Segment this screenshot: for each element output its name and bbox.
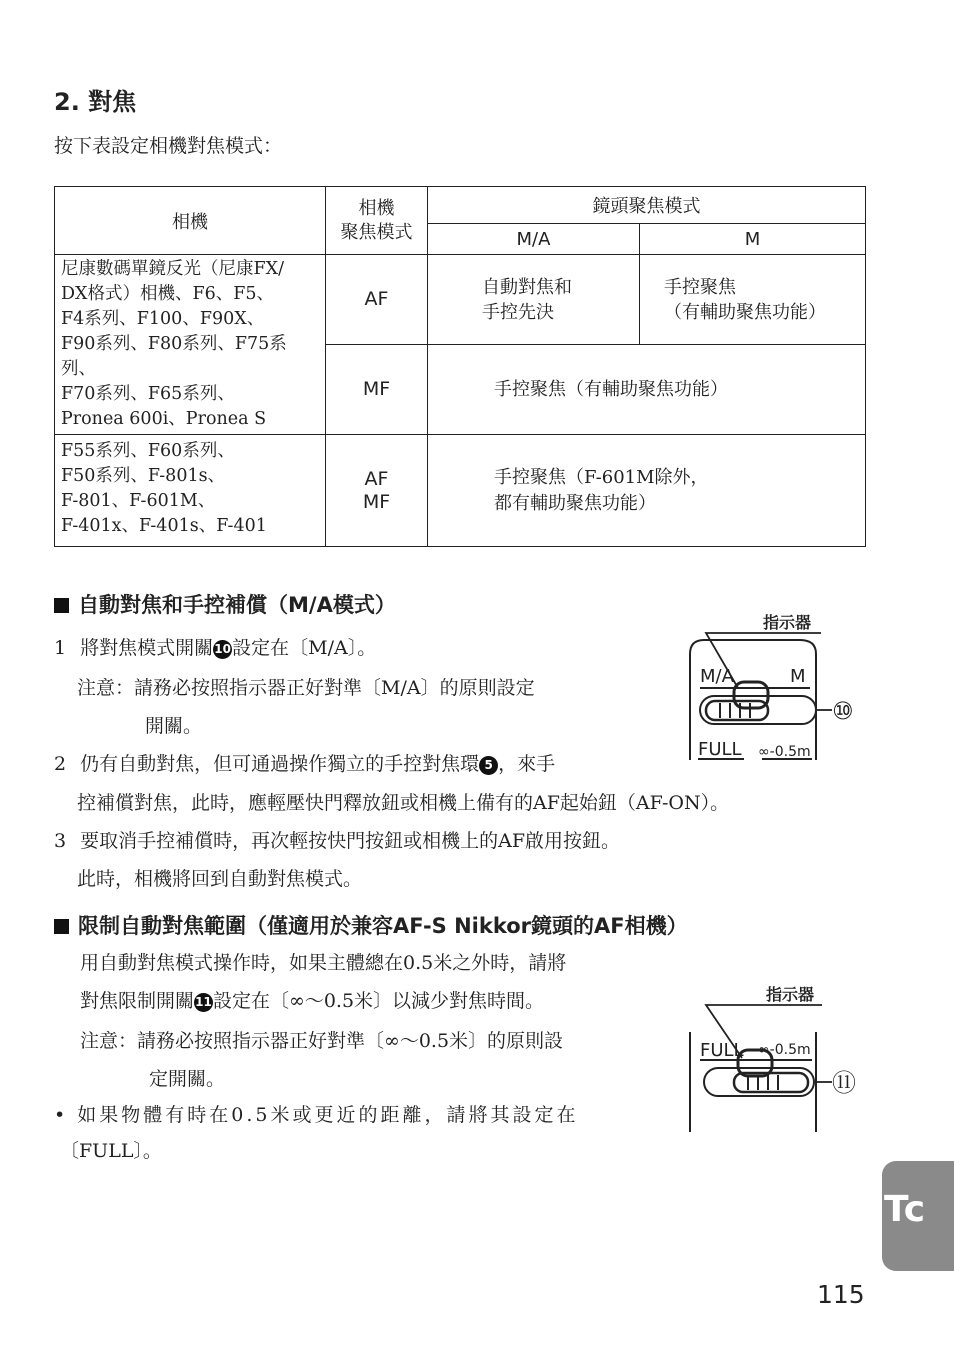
row1-camera-line: Pronea 600i、Pronea S xyxy=(61,409,267,429)
row2-text: 手控聚焦（有輔助聚焦功能） xyxy=(428,345,866,435)
step1-text: 將對焦模式開關 xyxy=(80,637,214,659)
callout-11-icon: 11 xyxy=(194,993,213,1012)
row1-ma xyxy=(428,255,640,345)
row1-camera-line: F90系列、F80系列、F75系列、 xyxy=(61,334,287,379)
ma-heading xyxy=(54,589,396,619)
header-camera-focus-mode xyxy=(326,187,428,255)
focus-mode-table xyxy=(54,186,866,547)
row1-camera-line: F70系列、F65系列、 xyxy=(61,384,235,404)
limit-line2-text: 對焦限制開關 xyxy=(80,990,195,1012)
row1-ma-line1: 自動對焦和 xyxy=(482,276,572,298)
callout-11-icon: ⑪ xyxy=(832,1069,856,1097)
full-label: FULL xyxy=(698,739,742,760)
row1-camera-line: F4系列、F100、F90X、 xyxy=(61,309,265,329)
row1-m-line2: （有輔助聚焦功能） xyxy=(664,301,826,323)
range-label: ∞-0.5m xyxy=(758,1042,811,1058)
row1-ma-line2: 手控先決 xyxy=(482,301,554,323)
section-title: 2. 對焦 xyxy=(54,88,137,116)
ma-label: M/A xyxy=(700,666,734,687)
header-camera: 相機 xyxy=(55,187,326,255)
limit-note-cont: 定開關。 xyxy=(149,1068,226,1090)
step1-text-b: 設定在〔M/A〕。 xyxy=(232,637,377,659)
full-label: FULL xyxy=(700,1040,744,1061)
limit-bullet-cont: 〔FULL〕。 xyxy=(60,1140,162,1162)
ma-step1 xyxy=(54,633,376,660)
ma-step3-cont: 此時，相機將回到自動對焦模式。 xyxy=(77,868,363,890)
ma-note1: 注意：請務必按照指示器正好對準〔M/A〕的原則設定 xyxy=(77,677,535,699)
limit-switch-diagram xyxy=(686,980,856,1136)
row3-text xyxy=(428,435,866,547)
row3-modes xyxy=(326,435,428,547)
callout-5-icon: 5 xyxy=(479,756,498,775)
limit-heading xyxy=(54,910,688,940)
language-tab xyxy=(882,1161,954,1271)
header-lens-focus-mode: 鏡頭聚焦模式 xyxy=(428,187,866,224)
callout-10-icon: 10 xyxy=(213,640,232,659)
range-label: ∞-0.5m xyxy=(758,744,811,760)
row3-cameras xyxy=(55,435,326,547)
step-number: 2 xyxy=(54,753,67,775)
ma-switch-diagram xyxy=(686,606,856,764)
limit-bullet: • 如果物體有時在0.5米或更近的距離，請將其設定在 xyxy=(54,1104,579,1126)
row3-camera-line: F55系列、F60系列、 xyxy=(61,441,235,461)
header-camera-mode-line1: 相機 xyxy=(358,197,395,219)
row3-af: AF xyxy=(364,467,389,490)
row3-camera-line: F-801、F-601M、 xyxy=(61,491,216,511)
header-m: M xyxy=(640,224,866,255)
row3-text-line1: 手控聚焦（F-601M除外， xyxy=(494,466,709,488)
ma-note1-cont: 開關。 xyxy=(145,715,203,737)
step2-text-b: ，來手 xyxy=(498,753,556,775)
limit-line1: 用自動對焦模式操作時，如果主體總在0.5米之外時，請將 xyxy=(80,952,567,974)
step3-text: 要取消手控補償時，再次輕按快門按鈕或相機上的AF啟用按鈕。 xyxy=(80,830,621,852)
row3-text-line2: 都有輔助聚焦功能） xyxy=(494,492,656,514)
square-bullet-icon xyxy=(54,598,69,613)
language-tab-label: Tc xyxy=(884,1189,926,1230)
step-number: 1 xyxy=(54,637,67,659)
header-ma: M/A xyxy=(428,224,640,255)
limit-line2-text-b: 設定在〔∞～0.5米〕以減少對焦時間。 xyxy=(213,990,545,1012)
row1-cameras xyxy=(55,255,326,435)
ma-step3 xyxy=(54,826,620,853)
ma-step2-cont: 控補償對焦，此時，應輕壓快門釋放鈕或相機上備有的AF起始鈕（AF-ON）。 xyxy=(77,792,730,814)
m-label: M xyxy=(790,666,806,687)
callout-10-icon: ⑩ xyxy=(832,697,854,725)
header-camera-mode-line2: 聚焦模式 xyxy=(340,221,413,243)
ma-step2 xyxy=(54,749,555,776)
ma-heading-text: 自動對焦和手控補償（M/A模式） xyxy=(78,593,396,617)
indicator-label: 指示器 xyxy=(766,985,815,1004)
row1-camera-line: 尼康數碼單鏡反光（尼康FX/ xyxy=(61,259,284,279)
row3-camera-line: F50系列、F-801s、 xyxy=(61,466,226,486)
limit-heading-text: 限制自動對焦範圍（僅適用於兼容AF-S Nikkor鏡頭的AF相機） xyxy=(78,914,688,938)
step2-text: 仍有自動對焦，但可通過操作獨立的手控對焦環 xyxy=(80,753,480,775)
row3-camera-line: F-401x、F-401s、F-401 xyxy=(61,516,267,536)
row2-mf: MF xyxy=(326,345,428,435)
step-number: 3 xyxy=(54,830,67,852)
limit-line2 xyxy=(80,986,544,1013)
row1-af: AF xyxy=(326,255,428,345)
row1-m-line1: 手控聚焦 xyxy=(664,276,736,298)
limit-note: 注意：請務必按照指示器正好對準〔∞～0.5米〕的原則設 xyxy=(80,1030,564,1052)
intro-text: 按下表設定相機對焦模式： xyxy=(54,135,283,157)
page-number: 115 xyxy=(817,1280,865,1309)
indicator-label: 指示器 xyxy=(763,613,812,632)
row1-camera-line: DX格式）相機、F6、F5、 xyxy=(61,284,275,304)
row3-mf: MF xyxy=(362,490,391,513)
row1-m xyxy=(640,255,866,345)
square-bullet-icon xyxy=(54,919,69,934)
